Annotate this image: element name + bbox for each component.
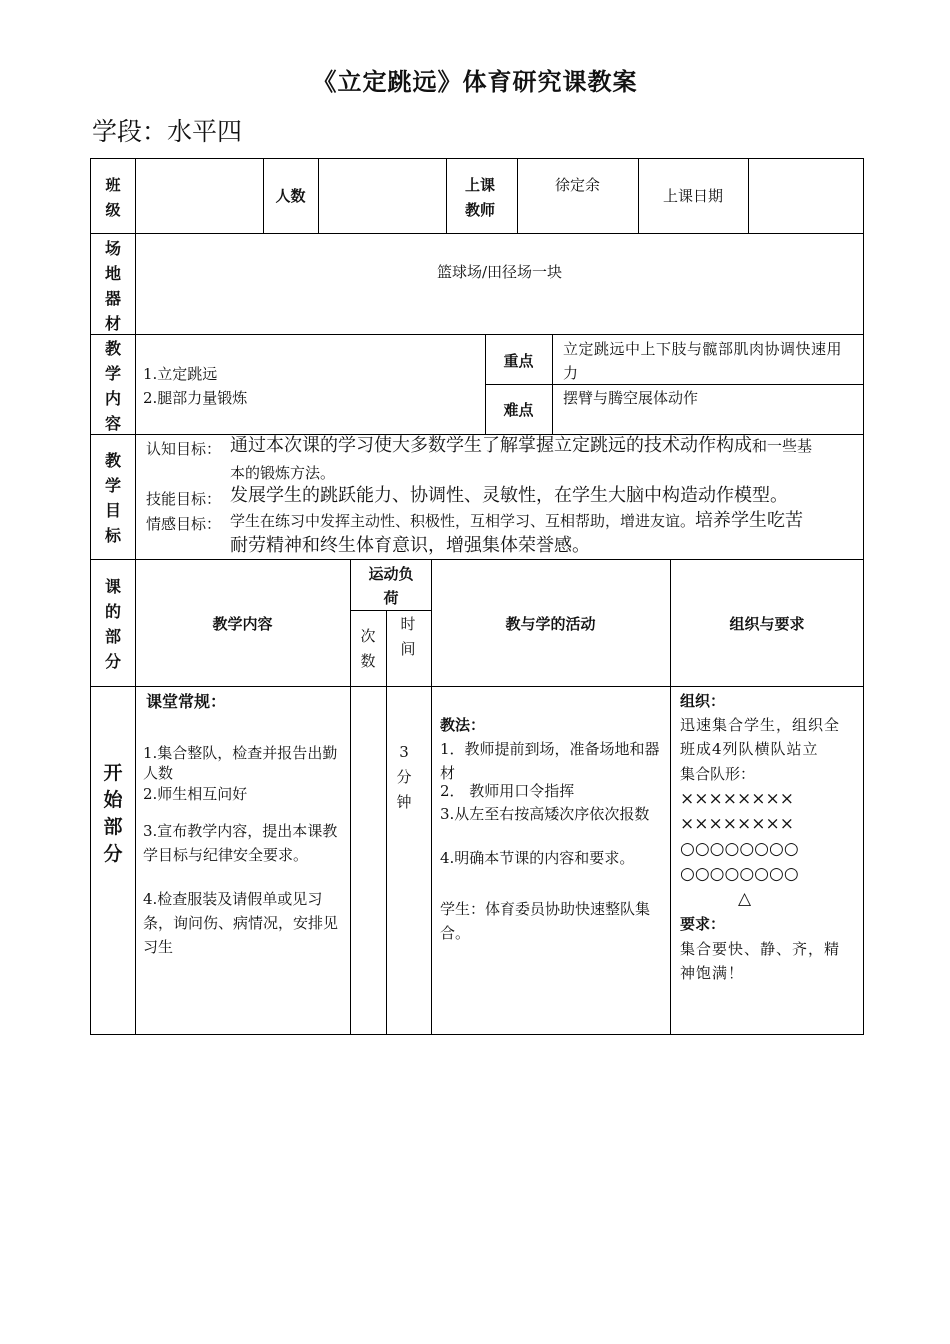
key-point-value: 立定跳远中上下肢与髋部肌肉协调快速用力 (563, 340, 843, 382)
method-item-4: 4.明确本节课的内容和要求。 (440, 849, 635, 867)
start-part-label: 开始部分 (103, 762, 123, 865)
teaching-content-header: 教学内容 (212, 615, 273, 633)
content-label: 教学内容 (104, 339, 121, 433)
row-divider (90, 686, 864, 687)
formation-row-4: ○○○○○○○○ (680, 864, 799, 884)
organization-header: 组织与要求 (729, 615, 805, 633)
date-label: 上课日期 (662, 187, 723, 205)
duration-header: 时间 (400, 615, 416, 658)
emotion-goal-text (230, 509, 860, 533)
routine-title: 课堂常规： (146, 692, 227, 711)
row-divider (90, 233, 864, 234)
section-header: 课的部分 (104, 577, 121, 671)
difficulty-value: 摆臂与腾空展体动作 (563, 389, 699, 407)
activities-header: 教与学的活动 (505, 615, 596, 633)
cognitive-goal-label: 认知目标： (146, 440, 222, 458)
content-item-1: 1.立定跳远 (143, 365, 218, 383)
student-activity: 学生：体育委员协助快速整队集合。 (440, 900, 651, 942)
cognitive-goal-part-a: 通过本次课的学习使大多数学生了解掌握立定跳远的技术动作构成 (230, 435, 752, 456)
count-label: 人数 (275, 187, 306, 205)
col-divider (350, 559, 351, 1035)
organization-text: 迅速集合学生，组织全班成4列队横队站立 (680, 716, 841, 758)
formation-row-3: ○○○○○○○○ (680, 839, 799, 859)
skill-goal-text: 发展学生的跳跃能力、协调性、灵敏性，在学生大脑中构造动作模型。 (230, 485, 788, 506)
method-item-1: 1．教师提前到场，准备场地和器材 (440, 740, 660, 782)
routine-item-1: 1.集合整队，检查并报告出勤人数 (143, 744, 338, 782)
page-title: 《立定跳远》体育研究课教案 (312, 67, 638, 96)
formation-row-2: ×××××××× (680, 814, 794, 834)
method-title: 教法： (440, 716, 486, 734)
start-time: 3分钟 (396, 743, 412, 811)
col-divider (446, 158, 447, 233)
col-divider (552, 334, 553, 434)
emotion-goal-label: 情感目标： (146, 515, 222, 533)
col-divider (318, 158, 319, 233)
method-item-3: 3.从左至右按高矮次序依次报数 (440, 805, 650, 823)
teacher-name: 徐定余 (554, 176, 600, 194)
teacher-label: 上课教师 (464, 176, 495, 219)
row-divider (90, 334, 864, 335)
organization-title: 组织： (680, 692, 726, 710)
routine-item-4: 4.检查服装及请假单或见习条，询问伤、病情况，安排见习生 (143, 890, 339, 956)
requirement-title: 要求： (680, 915, 726, 933)
routine-item-3: 3.宣布教学内容，提出本课教学目标与纪律安全要求。 (143, 822, 338, 864)
cognitive-goal-text (230, 434, 858, 458)
content-item-2: 2.腿部力量锻炼 (143, 389, 248, 407)
venue-label: 场地器材 (104, 239, 121, 333)
difficulty-label: 难点 (503, 401, 534, 419)
col-divider (386, 610, 387, 1035)
emotion-goal-part-b: 培养学生吃苦 (695, 510, 804, 531)
emotion-goal-text-2: 耐劳精神和终生体育意识，增强集体荣誉感。 (230, 535, 590, 556)
key-point-label: 重点 (503, 352, 534, 370)
col-divider (748, 158, 749, 233)
requirement-text: 集合要快、静、齐，精神饱满！ (680, 940, 841, 982)
class-label: 班级 (105, 176, 121, 219)
venue-value: 篮球场/田径场一块 (436, 263, 563, 281)
school-stage: 学段：水平四 (92, 117, 243, 146)
routine-item-2: 2.师生相互问好 (143, 785, 248, 803)
formation-label: 集合队形： (680, 765, 756, 783)
method-item-2: 2． 教师用口令指挥 (440, 782, 575, 800)
cognitive-goal-part-b: 和一些基 (752, 437, 813, 455)
teacher-position-icon: △ (738, 889, 752, 909)
row-divider (90, 559, 864, 560)
skill-goal-label: 技能目标： (146, 490, 222, 508)
cognitive-goal-text-2: 本的锻炼方法。 (230, 464, 336, 482)
formation-row-1: ×××××××× (680, 789, 794, 809)
emotion-goal-part-a: 学生在练习中发挥主动性、积极性，互相学习、互相帮助，增进友谊。 (230, 512, 696, 530)
times-header: 次数 (360, 627, 376, 670)
col-divider (135, 158, 136, 1035)
goals-label: 教学目标 (104, 451, 121, 545)
load-header: 运动负荷 (368, 565, 414, 607)
load-divider (350, 610, 431, 611)
